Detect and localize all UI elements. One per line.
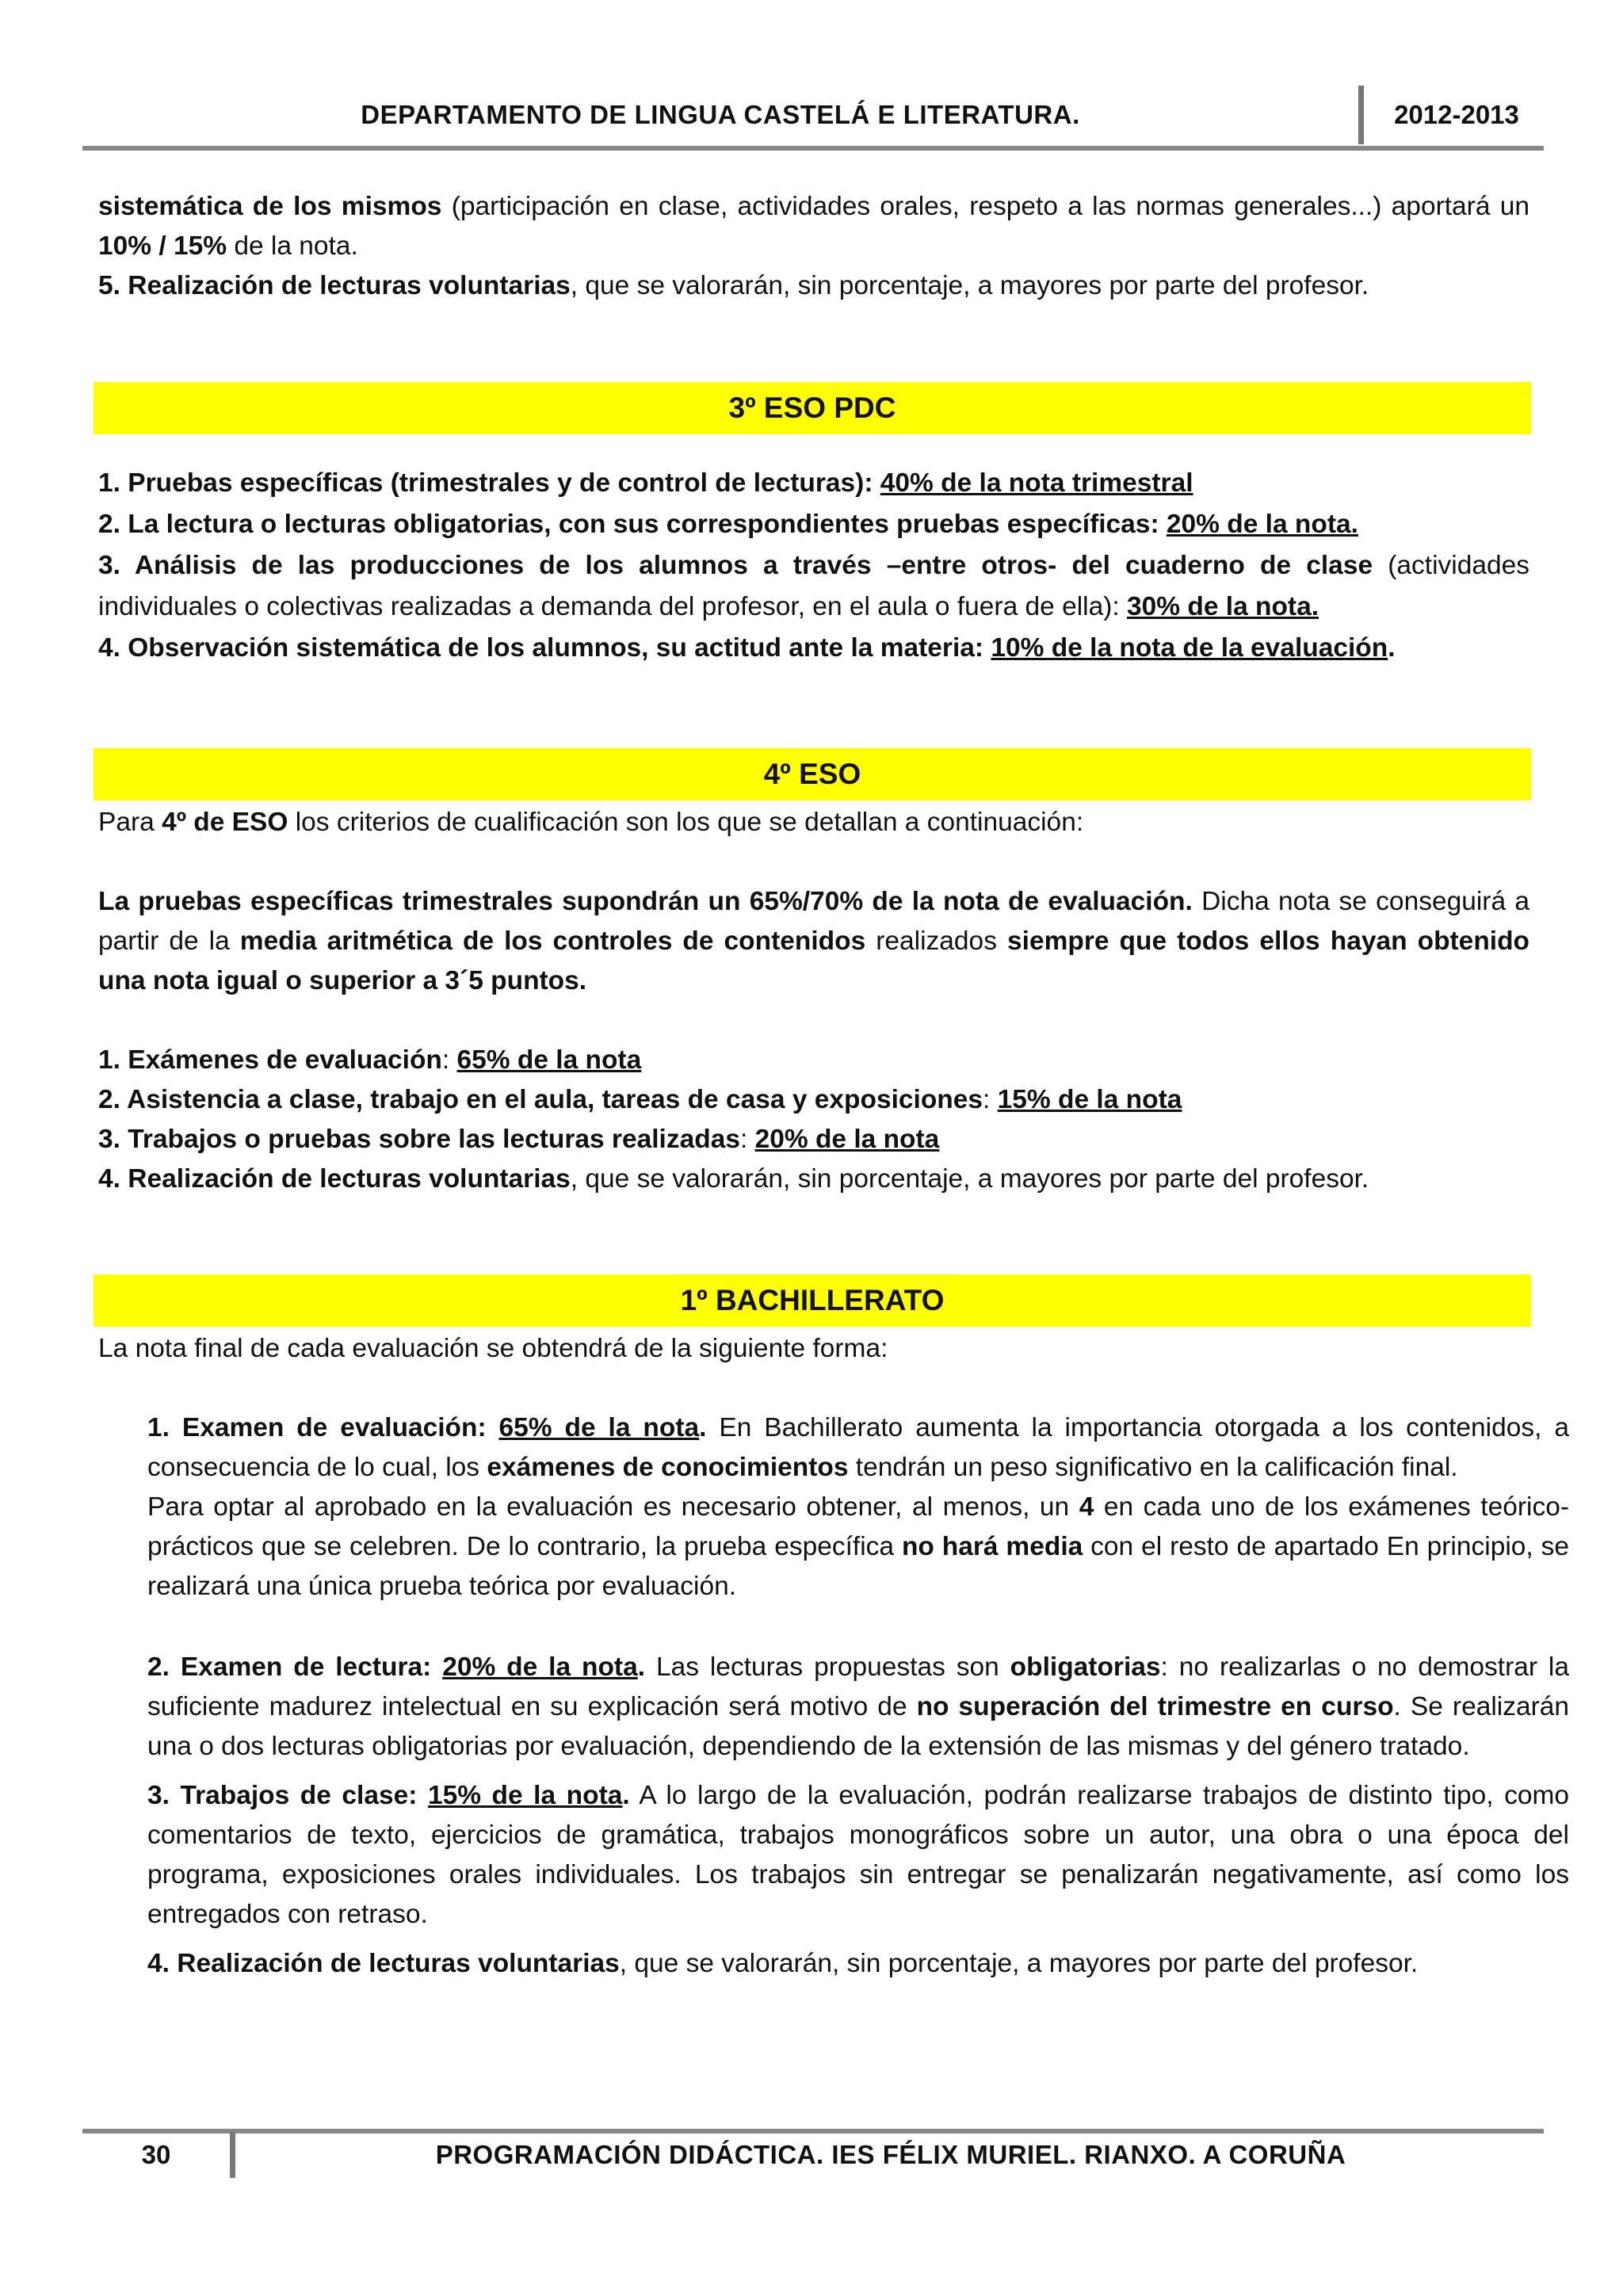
list-item <box>98 628 1529 669</box>
intro-item-5 <box>98 266 1529 306</box>
list-item <box>98 463 1529 504</box>
item-dot: . <box>622 1781 630 1810</box>
footer-rule <box>82 2129 1544 2134</box>
item-bold: 3. Análisis de las producciones de los alumnos a través –entre otros- del cuaderno de clase <box>98 551 1373 580</box>
item-bold: 3. Trabajos o pruebas sobre las lecturas realizadas <box>98 1125 740 1154</box>
item-bold: 4. Realización de lecturas voluntarias <box>147 1949 620 1978</box>
item-percent: 30% de la nota. <box>1127 592 1319 621</box>
item-text: Las lecturas propuestas son <box>645 1652 1010 1682</box>
item-text: con el resto de apartado En principio, se realizará una única prueba teórica por evaluación. <box>147 1532 1569 1601</box>
item-text: (actividades individuales o colectivas realizadas a demanda del profesor, en el aula o fuera de ella): <box>98 551 1529 621</box>
intro-bold: 4º de ESO <box>162 808 288 837</box>
item-end: . <box>1388 633 1396 663</box>
intro-text: (participación en clase, actividades orales, respeto a las normas generales...) aportará un <box>441 192 1529 221</box>
intro-pre: Para <box>98 808 162 837</box>
footer-text: PROGRAMACIÓN DIDÁCTICA. IES FÉLIX MURIEL. RIANXO. A CORUÑA <box>435 2140 1346 2169</box>
item-dot: . <box>699 1413 707 1442</box>
para-text: realizados <box>865 926 1007 956</box>
item-text: Para optar al aprobado en la evaluación es necesario obtener, al menos, un <box>147 1492 1079 1522</box>
item-sep: : <box>739 1125 755 1154</box>
item-text: . Se realizarán una o dos lecturas obligatorias por evaluación, dependiendo de la extensión de las mismas y del género tratado. <box>147 1692 1570 1761</box>
list-item <box>98 1041 1529 1080</box>
item-bold: 4 <box>1079 1492 1094 1522</box>
bach-item-2 <box>147 1648 1569 1767</box>
page-header <box>82 86 1544 149</box>
bach-item-1 <box>147 1408 1569 1488</box>
intro-post: los criterios de cualificación son los que se detallan a continuación: <box>288 808 1084 837</box>
item-percent: 40% de la nota trimestral <box>880 468 1193 498</box>
section-1bach-body <box>147 1408 1569 1984</box>
header-year: 2012-2013 <box>1394 100 1519 129</box>
section-title-4eso: 4º ESO <box>94 748 1531 800</box>
list-item <box>98 545 1529 628</box>
item-sep: : <box>441 1045 457 1075</box>
para-bold: siempre que todos ellos hayan obtenido una nota igual o superior a 3´5 puntos. <box>98 926 1530 995</box>
item-text: , que se valorarán, sin porcentaje, a mayores por parte del profesor. <box>619 1949 1419 1978</box>
item-bold: no hará media <box>901 1532 1083 1561</box>
section-4eso-body <box>98 803 1529 1199</box>
list-item <box>98 1120 1529 1159</box>
para-text: Dicha nota se conseguirá a partir de la <box>98 887 1529 956</box>
item-bold: 1. Examen de evaluación: <box>147 1413 499 1442</box>
intro-bold: sistemática de los mismos <box>98 192 442 221</box>
item-percent: 20% de la nota <box>442 1652 638 1682</box>
intro-paragraph <box>98 187 1529 266</box>
item-text: A lo largo de la evaluación, podrán realizarse trabajos de distinto tipo, como comentarios de texto, ejercicios de gramática, trabajos monográficos sobre un autor, una obra o una época del programa, exposiciones orales individuales. Los trabajos sin entregar se penalizarán negativamente, así como los entregados con retraso. <box>147 1781 1570 1929</box>
item-percent: 65% de la nota <box>456 1045 642 1075</box>
item-bold: 1. Exámenes de evaluación <box>98 1045 442 1075</box>
item-bold: obligatorias <box>1010 1652 1161 1682</box>
bach-item-3 <box>147 1776 1569 1935</box>
list-item <box>98 1159 1529 1199</box>
section-title-1bach: 1º BACHILLERATO <box>94 1274 1531 1327</box>
item-percent: 15% de la nota <box>427 1781 623 1810</box>
item-text: , que se valorarán, sin porcentaje, a mayores por parte del profesor. <box>570 1164 1369 1194</box>
page-number: 30 <box>141 2140 171 2169</box>
item-bold: 2. Asistencia a clase, trabajo en el aula, tareas de casa y exposiciones <box>98 1085 983 1114</box>
item-text: tendrán un peso significativo en la calificación final. <box>848 1453 1458 1482</box>
item-bold: 2. Examen de lectura: <box>147 1652 443 1682</box>
section-paragraph <box>98 882 1529 1001</box>
list-item <box>98 1080 1529 1120</box>
item-text: en cada uno de los exámenes teórico-prácticos que se celebren. De lo contrario, la prueba específica <box>147 1492 1569 1561</box>
bach-item-4 <box>147 1944 1569 1984</box>
item-text: En Bachillerato aumenta la importancia otorgada a los contenidos, a consecuencia de lo cual, los <box>147 1413 1569 1482</box>
header-rule <box>82 146 1544 151</box>
item-percent: 20% de la nota. <box>1166 510 1358 539</box>
item-bold: 1. Pruebas específicas (trimestrales y de control de lecturas): <box>98 468 880 498</box>
item-percent: 10% de la nota de la evaluación <box>991 633 1388 663</box>
item-bold: 4. Observación sistemática de los alumnos, su actitud ante la materia: <box>98 633 991 663</box>
intro-percent: 10% / 15% <box>98 231 227 261</box>
footer-divider <box>230 2132 235 2178</box>
section-intro <box>98 803 1529 842</box>
list-item <box>98 504 1529 545</box>
header-divider <box>1358 86 1364 144</box>
item-bold: 3. Trabajos de clase: <box>147 1781 428 1810</box>
section-1bach-intro: La nota final de cada evaluación se obtendrá de la siguiente forma: <box>98 1334 888 1363</box>
item-bold: exámenes de conocimientos <box>487 1453 849 1482</box>
intro-item-5-bold: 5. Realización de lecturas voluntarias <box>98 271 571 300</box>
item-text: : no realizarlas o no demostrar la suficiente madurez intelectual en su explicación será motivo de <box>147 1652 1570 1721</box>
item-percent: 20% de la nota <box>754 1125 940 1154</box>
para-bold: La pruebas específicas trimestrales supondrán un 65%/70% de la nota de evaluación. <box>98 887 1193 916</box>
intro-item-5-text: , que se valorarán, sin porcentaje, a mayores por parte del profesor. <box>570 271 1369 300</box>
item-dot: . <box>637 1652 646 1682</box>
item-percent: 15% de la nota <box>997 1085 1182 1114</box>
intro-block <box>98 187 1529 306</box>
item-bold: no superación del trimestre en curso <box>916 1692 1394 1721</box>
section-3eso-pdc-body <box>98 463 1529 669</box>
para-bold: media aritmética de los controles de contenidos <box>239 926 866 956</box>
header-title: DEPARTAMENTO DE LINGUA CASTELÁ E LITERATURA. <box>361 100 1080 129</box>
item-percent: 65% de la nota <box>498 1413 700 1442</box>
item-bold: 2. La lectura o lecturas obligatorias, con sus correspondientes pruebas específicas: <box>98 510 1167 539</box>
section-title-3eso-pdc: 3º ESO PDC <box>94 382 1531 434</box>
bach-item-1-paragraph-2 <box>147 1488 1569 1606</box>
item-sep: : <box>983 1085 998 1114</box>
intro-end: de la nota. <box>227 231 358 261</box>
item-bold: 4. Realización de lecturas voluntarias <box>98 1164 571 1194</box>
